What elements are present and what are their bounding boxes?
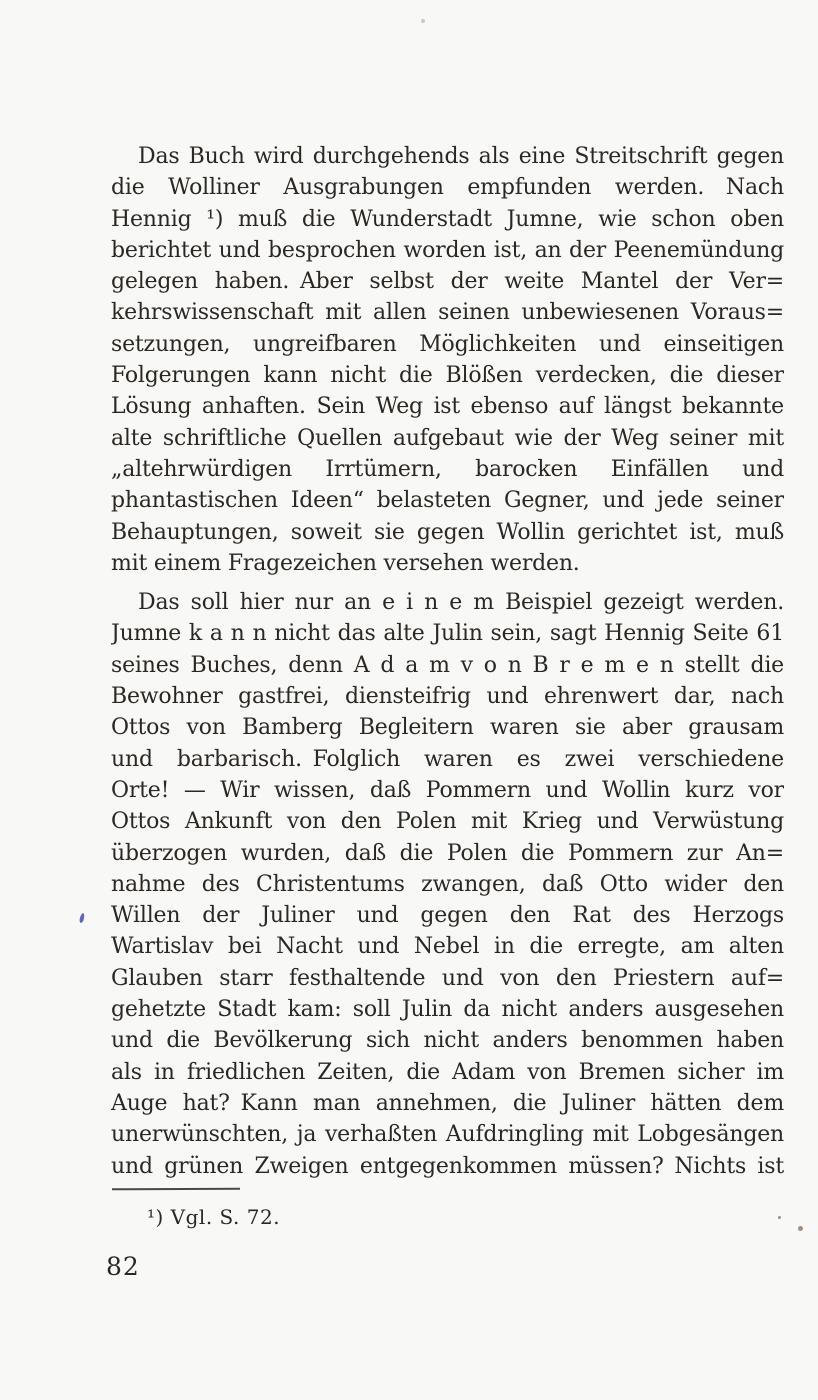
paper-speck: [798, 1226, 803, 1231]
text-line: setzungen, ungreifbaren Möglichkeiten und einseitigen: [111, 331, 784, 357]
text-line: überzogen wurden, daß die Polen die Pommern zur An=: [111, 840, 784, 866]
text-line: Bewohner gastfrei, diensteifrig und ehrenwert dar, nach: [111, 684, 784, 710]
text-line: Folgerungen kann nicht die Blößen verdecken, die dieser: [111, 363, 784, 389]
text-line: gelegen haben. Aber selbst der weite Mantel der Ver=: [111, 269, 784, 295]
paragraph-2: [111, 587, 784, 1182]
text-line: Willen der Juliner und gegen den Rat des Herzogs: [111, 903, 784, 929]
footnote: ¹) Vgl. S. 72.: [147, 1205, 281, 1229]
text-line: und grünen Zweigen entgegenkommen müssen? Nichts ist: [111, 1153, 784, 1179]
text-line: Auge hat? Kann man annehmen, die Juliner hätten dem: [111, 1090, 784, 1116]
text-line: Ottos von Bamberg Begleitern waren sie aber grausam: [111, 715, 784, 741]
text-line: Glauben starr festhaltende und von den Priestern auf=: [111, 965, 784, 991]
text-line: seines Buches, denn A d a m v o n B r e m e n stellt die: [111, 652, 784, 678]
text-line: Ottos Ankunft von den Polen mit Krieg und Verwüstung: [111, 809, 784, 835]
text-line: Hennig ¹) muß die Wunderstadt Jumne, wie schon oben: [111, 206, 784, 232]
paragraph-1: [111, 141, 784, 579]
text-line: nahme des Christentums zwangen, daß Otto wider den: [111, 871, 784, 897]
text-line: Jumne k a n n nicht das alte Julin sein, sagt Hennig Seite 61: [111, 621, 784, 647]
text-line: Orte! — Wir wissen, daß Pommern und Wollin kurz vor: [111, 777, 784, 803]
page-number: 82: [106, 1252, 140, 1281]
text-line: Wartislav bei Nacht und Nebel in die erregte, am alten: [111, 934, 784, 960]
text-line: die Wolliner Ausgrabungen empfunden werden. Nach: [111, 175, 784, 201]
paper-speck: [778, 1216, 781, 1219]
text-line: berichtet und besprochen worden ist, an der Peenemündung: [111, 237, 784, 263]
text-line: Das soll hier nur an e i n e m Beispiel gezeigt werden.: [138, 590, 784, 616]
text-line: und die Bevölkerung sich nicht anders benommen haben: [111, 1028, 784, 1054]
text-line: gehetzte Stadt kam: soll Julin da nicht anders ausgesehen: [111, 997, 784, 1023]
text-line: „altehrwürdigen Irrtümern, barocken Einfällen und: [111, 456, 784, 482]
text-line: Lösung anhaften. Sein Weg ist ebenso auf längst bekannte: [111, 394, 784, 420]
paper-speck: [421, 19, 425, 23]
text-line: als in friedlichen Zeiten, die Adam von Bremen sicher im: [111, 1059, 784, 1085]
text-line: kehrswissenschaft mit allen seinen unbewiesenen Voraus=: [111, 300, 784, 326]
text-line: unerwünschten, ja verhaßten Aufdringling mit Lobgesängen: [111, 1122, 784, 1148]
text-line: und barbarisch. Folglich waren es zwei verschiedene: [111, 746, 784, 772]
text-block: [111, 141, 784, 1182]
text-line: Das Buch wird durchgehends als eine Streitschrift gegen: [138, 144, 784, 169]
text-line: alte schriftliche Quellen aufgebaut wie der Weg seiner mit: [111, 425, 784, 451]
footnote-separator-rule: [112, 1188, 240, 1191]
text-line: mit einem Fragezeichen versehen werden.: [111, 550, 580, 576]
text-line: phantastischen Ideen“ belasteten Gegner, und jede seiner: [111, 488, 784, 514]
text-line: Behauptungen, soweit sie gegen Wollin gerichtet ist, muß: [111, 519, 784, 545]
handwritten-margin-mark: [79, 913, 85, 924]
